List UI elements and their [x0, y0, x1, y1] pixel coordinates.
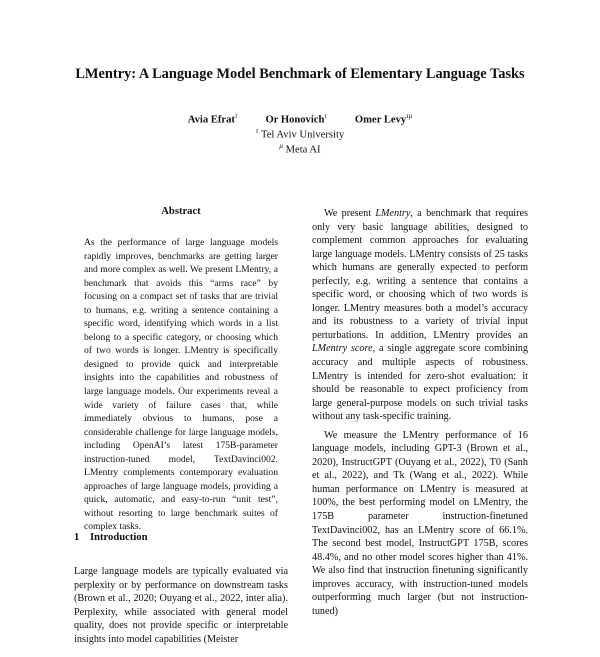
affiliation: [0, 127, 600, 141]
affiliation: [0, 142, 600, 156]
abstract-text: As the performance of large language models rapidly improves, benchmarks are getting larger and more complex as well. We present LMentry, a benchmark that avoids this “arms race” by focusing on a compact set of tasks that are trivial to humans, e.g. writing a sentence containing a specific word, identifying which words in a list belong to a specific category, or choosing which of two words is longer. LMentry is specifically designed to provide quick and interpretable insights into the capabilities and robustness of large language models. Our experiments reveal a wide variety of failure cases that, while immediately obvious to humans, pose a considerable challenge for large language models, including OpenAI’s latest 175B-parameter instruction-tuned model, TextDavinci002. LMentry complements contemporary evaluation approaches of large language models, providing a quick, automatic, and easy-to-run “unit test”, without resorting to large benchmark suites of complex tasks.: [84, 237, 278, 533]
text-run: We present: [324, 208, 376, 219]
author-name: Omer Levy: [354, 114, 407, 126]
intro-text: Large language models are typically evaluated via perplexity or by performance on downstream tasks (Brown et al., 2020; Ouyang et al., 2022, inter alia). Perplexity, while associated with general model quality, does not provide specific or interpretable insights into model capabilities (Meister: [74, 566, 288, 645]
right-column: [312, 207, 528, 618]
abstract-section: [74, 236, 288, 534]
text-run: , a single aggregate score combining accuracy and multiple aspects of robustness. LMentry is intended for zero-shot evaluation: it should be reasonable to expect proficiency from large general-purpose models on such trivial tasks without any task-specific training.: [312, 343, 528, 423]
affiliation-name: Tel Aviv University: [260, 129, 345, 141]
section-title: Introduction: [90, 532, 148, 543]
text-run: , a benchmark that requires only very basic language abilities, designed to complement common approaches for evaluating large language models. LMentry consists of 25 tasks which humans are generally expected to perform perfectly, e.g. writing a sentence that contains a specific word, or choosing which of two words is longer. LMentry measures both a model’s accuracy and its robustness to a variety of trivial input perturbations. In addition, LMentry provides an: [312, 208, 528, 341]
emphasis: LMentry: [375, 208, 411, 219]
affiliation-mark: τ: [255, 127, 259, 135]
affiliation-mark: τμ: [406, 112, 413, 120]
paper-title: LMentry: A Language Model Benchmark of Elementary Language Tasks: [75, 66, 525, 82]
section-heading: [74, 532, 148, 543]
author-name: Or Honovich: [265, 114, 325, 126]
body-paragraph: We measure the LMentry performance of 16 language models, including GPT-3 (Brown et al., 2020), InstructGPT (Ouyang et al., 2022), T0 (Sanh et al., 2022), and Tk (Wang et al., 2022). While human performance on LMentry is measured at 100%, the best performing model on LMentry, the 175B parameter instruction-finetuned TextDavinci002, has an LMentry score of 66.1%. The second best model, InstructGPT 175B, scores 48.4%, and no other model scores higher than 41%. We also find that instruction finetuning significantly improves accuracy, with instruction-tuned models outperforming much larger (but not instruction-tuned): [312, 429, 528, 617]
affiliation-mark: τ: [234, 112, 238, 120]
intro-paragraph: [74, 555, 288, 657]
emphasis: LMentry score: [312, 343, 373, 355]
affiliation-mark: μ: [279, 142, 283, 150]
body-paragraph: [312, 207, 528, 424]
author-name: Avia Efrat: [187, 114, 235, 126]
affiliation-mark: τ: [324, 112, 327, 120]
section-number: 1: [74, 532, 80, 543]
abstract-heading: Abstract: [161, 206, 201, 217]
author-list: [0, 112, 600, 126]
affiliation-name: Meta AI: [285, 144, 321, 156]
